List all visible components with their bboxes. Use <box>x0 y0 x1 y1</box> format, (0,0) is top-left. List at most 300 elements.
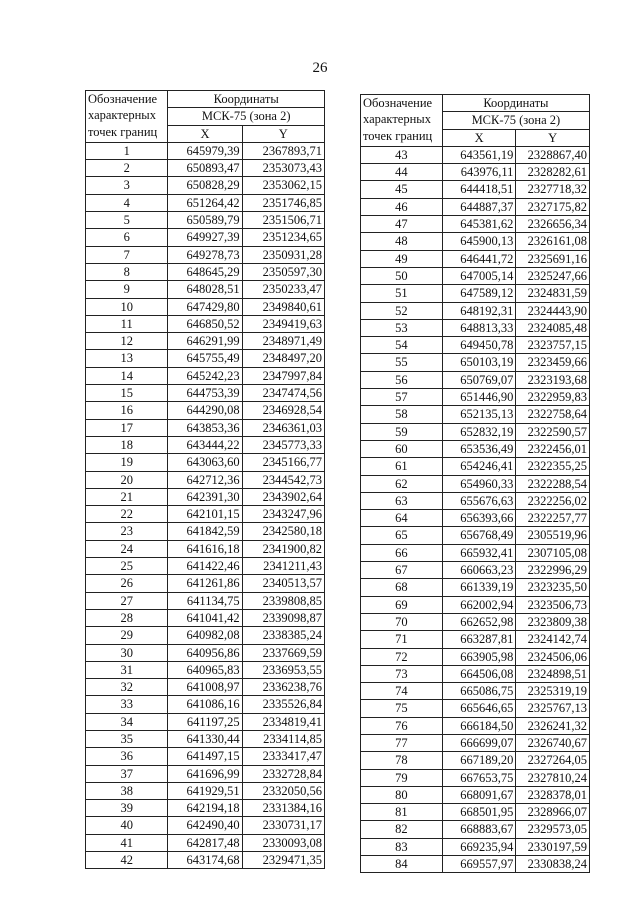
table-row <box>361 717 590 734</box>
x-coordinate-cell: 653536,49 <box>442 440 516 457</box>
x-coordinate-cell: 650893,47 <box>168 160 242 177</box>
y-coordinate-cell: 2337669,59 <box>242 644 324 661</box>
point-number-cell: 8 <box>86 263 168 280</box>
point-number-cell: 53 <box>361 319 443 336</box>
table-row <box>86 713 325 730</box>
table-row <box>361 786 590 803</box>
x-coordinate-cell: 648192,31 <box>442 302 516 319</box>
point-number-cell: 71 <box>361 631 443 648</box>
table-row <box>86 419 325 436</box>
point-number-cell: 35 <box>86 730 168 747</box>
x-coordinate-cell: 666184,50 <box>442 717 516 734</box>
y-coordinate-cell: 2350597,30 <box>242 263 324 280</box>
point-number-cell: 74 <box>361 683 443 700</box>
point-number-cell: 61 <box>361 458 443 475</box>
y-coordinate-cell: 2328282,61 <box>516 164 590 181</box>
table-row <box>361 804 590 821</box>
x-coordinate-cell: 649278,73 <box>168 246 242 263</box>
table-row <box>86 644 325 661</box>
table-row <box>361 267 590 284</box>
table-row <box>86 212 325 229</box>
y-coordinate-cell: 2333417,47 <box>242 748 324 765</box>
x-coordinate-cell: 641929,51 <box>168 782 242 799</box>
y-coordinate-cell: 2322257,77 <box>516 510 590 527</box>
x-coordinate-cell: 646291,99 <box>168 333 242 350</box>
table-row <box>361 700 590 717</box>
table-row <box>86 436 325 453</box>
x-coordinate-cell: 643561,19 <box>442 146 516 163</box>
coordinates-table-right <box>360 94 590 873</box>
x-coordinate-cell: 644887,37 <box>442 198 516 215</box>
y-coordinate-cell: 2341900,82 <box>242 540 324 557</box>
point-number-cell: 62 <box>361 475 443 492</box>
table-row <box>86 402 325 419</box>
y-coordinate-cell: 2327718,32 <box>516 181 590 198</box>
x-coordinate-cell: 667189,20 <box>442 752 516 769</box>
x-coordinate-cell: 667653,75 <box>442 769 516 786</box>
point-number-cell: 72 <box>361 648 443 665</box>
y-coordinate-cell: 2347474,56 <box>242 385 324 402</box>
point-number-cell: 64 <box>361 510 443 527</box>
x-coordinate-cell: 666699,07 <box>442 734 516 751</box>
table-row <box>361 769 590 786</box>
point-number-cell: 12 <box>86 333 168 350</box>
y-coordinate-cell: 2324142,74 <box>516 631 590 648</box>
x-coordinate-cell: 641008,97 <box>168 679 242 696</box>
point-number-cell: 3 <box>86 177 168 194</box>
table-row <box>361 613 590 630</box>
table-row <box>361 821 590 838</box>
point-number-cell: 82 <box>361 821 443 838</box>
y-coordinate-cell: 2353073,43 <box>242 160 324 177</box>
x-coordinate-cell: 648645,29 <box>168 263 242 280</box>
y-coordinate-cell: 2327264,05 <box>516 752 590 769</box>
table-row <box>361 458 590 475</box>
x-coordinate-cell: 642391,30 <box>168 488 242 505</box>
table-row <box>86 782 325 799</box>
point-number-cell: 45 <box>361 181 443 198</box>
x-coordinate-cell: 650769,07 <box>442 371 516 388</box>
table-row <box>361 181 590 198</box>
point-number-cell: 2 <box>86 160 168 177</box>
point-number-cell: 38 <box>86 782 168 799</box>
table-row <box>361 164 590 181</box>
x-coordinate-cell: 641842,59 <box>168 523 242 540</box>
y-coordinate-cell: 2347997,84 <box>242 367 324 384</box>
table-row <box>86 160 325 177</box>
x-coordinate-cell: 656768,49 <box>442 527 516 544</box>
x-column-header: X <box>442 129 516 146</box>
point-number-cell: 36 <box>86 748 168 765</box>
y-coordinate-cell: 2323459,66 <box>516 354 590 371</box>
table-row <box>86 540 325 557</box>
point-label-line: характерных <box>363 112 431 127</box>
table-row <box>86 661 325 678</box>
y-coordinate-cell: 2322256,02 <box>516 492 590 509</box>
x-coordinate-cell: 650828,29 <box>168 177 242 194</box>
x-coordinate-cell: 642101,15 <box>168 506 242 523</box>
x-coordinate-cell: 647589,12 <box>442 285 516 302</box>
table-row <box>361 371 590 388</box>
point-label-line: Обозначение <box>363 96 433 110</box>
table-row <box>86 627 325 644</box>
y-coordinate-cell: 2322590,57 <box>516 423 590 440</box>
y-coordinate-cell: 2322959,83 <box>516 389 590 406</box>
point-number-cell: 9 <box>86 281 168 298</box>
y-coordinate-cell: 2348971,49 <box>242 333 324 350</box>
y-coordinate-cell: 2326740,67 <box>516 734 590 751</box>
x-coordinate-cell: 643174,68 <box>168 852 242 869</box>
x-coordinate-cell: 652135,13 <box>442 406 516 423</box>
y-coordinate-cell: 2346928,54 <box>242 402 324 419</box>
table-row <box>361 665 590 682</box>
table-row <box>361 734 590 751</box>
y-coordinate-cell: 2339808,85 <box>242 592 324 609</box>
point-number-cell: 37 <box>86 765 168 782</box>
x-coordinate-cell: 640965,83 <box>168 661 242 678</box>
point-number-cell: 79 <box>361 769 443 786</box>
y-coordinate-cell: 2350931,28 <box>242 246 324 263</box>
table-row <box>361 250 590 267</box>
table-row <box>86 263 325 280</box>
point-number-cell: 57 <box>361 389 443 406</box>
point-number-cell: 78 <box>361 752 443 769</box>
y-coordinate-cell: 2323506,73 <box>516 596 590 613</box>
point-number-cell: 1 <box>86 142 168 159</box>
y-coordinate-cell: 2305519,96 <box>516 527 590 544</box>
point-number-cell: 58 <box>361 406 443 423</box>
point-number-cell: 29 <box>86 627 168 644</box>
point-number-cell: 18 <box>86 436 168 453</box>
table-row <box>361 233 590 250</box>
x-coordinate-cell: 669235,94 <box>442 838 516 855</box>
x-coordinate-cell: 656393,66 <box>442 510 516 527</box>
x-coordinate-cell: 665932,41 <box>442 544 516 561</box>
table-row <box>86 488 325 505</box>
point-number-cell: 80 <box>361 786 443 803</box>
table-row <box>86 592 325 609</box>
y-coordinate-cell: 2349840,61 <box>242 298 324 315</box>
y-coordinate-cell: 2322996,29 <box>516 562 590 579</box>
point-number-cell: 44 <box>361 164 443 181</box>
y-coordinate-cell: 2326656,34 <box>516 216 590 233</box>
table-row <box>361 216 590 233</box>
table-row <box>361 631 590 648</box>
table-row <box>86 229 325 246</box>
y-coordinate-cell: 2322355,25 <box>516 458 590 475</box>
y-coordinate-cell: 2324898,51 <box>516 665 590 682</box>
x-coordinate-cell: 645900,13 <box>442 233 516 250</box>
x-coordinate-cell: 669557,97 <box>442 856 516 873</box>
x-coordinate-cell: 664506,08 <box>442 665 516 682</box>
left-table-body <box>86 142 325 868</box>
point-number-cell: 10 <box>86 298 168 315</box>
x-coordinate-cell: 644290,08 <box>168 402 242 419</box>
table-row <box>86 852 325 869</box>
x-coordinate-cell: 652832,19 <box>442 423 516 440</box>
x-coordinate-cell: 645242,23 <box>168 367 242 384</box>
x-coordinate-cell: 663905,98 <box>442 648 516 665</box>
y-coordinate-cell: 2336238,76 <box>242 679 324 696</box>
y-column-header: Y <box>242 125 324 142</box>
x-coordinate-cell: 648028,51 <box>168 281 242 298</box>
table-row <box>86 142 325 159</box>
table-row <box>86 350 325 367</box>
point-number-cell: 69 <box>361 596 443 613</box>
x-coordinate-cell: 641497,15 <box>168 748 242 765</box>
y-coordinate-cell: 2332050,56 <box>242 782 324 799</box>
point-number-cell: 60 <box>361 440 443 457</box>
table-row <box>86 748 325 765</box>
table-row <box>86 817 325 834</box>
table-row <box>86 523 325 540</box>
point-number-cell: 66 <box>361 544 443 561</box>
x-coordinate-cell: 643444,22 <box>168 436 242 453</box>
table-row <box>361 856 590 873</box>
table-row <box>86 609 325 626</box>
y-coordinate-cell: 2367893,71 <box>242 142 324 159</box>
table-row <box>361 302 590 319</box>
point-number-cell: 34 <box>86 713 168 730</box>
point-number-cell: 51 <box>361 285 443 302</box>
table-row <box>361 440 590 457</box>
point-number-cell: 59 <box>361 423 443 440</box>
y-coordinate-cell: 2325319,19 <box>516 683 590 700</box>
x-coordinate-cell: 660663,23 <box>442 562 516 579</box>
x-coordinate-cell: 668501,95 <box>442 804 516 821</box>
x-coordinate-cell: 641616,18 <box>168 540 242 557</box>
point-number-cell: 39 <box>86 800 168 817</box>
y-coordinate-cell: 2324506,06 <box>516 648 590 665</box>
point-number-cell: 25 <box>86 558 168 575</box>
point-number-cell: 31 <box>86 661 168 678</box>
y-coordinate-cell: 2323235,50 <box>516 579 590 596</box>
point-number-cell: 26 <box>86 575 168 592</box>
x-coordinate-cell: 665646,65 <box>442 700 516 717</box>
point-number-cell: 46 <box>361 198 443 215</box>
y-coordinate-cell: 2340513,57 <box>242 575 324 592</box>
point-number-cell: 54 <box>361 337 443 354</box>
y-coordinate-cell: 2336953,55 <box>242 661 324 678</box>
x-coordinate-cell: 641330,44 <box>168 730 242 747</box>
point-label-line: точек границ <box>88 124 158 139</box>
x-coordinate-cell: 645755,49 <box>168 350 242 367</box>
table-row <box>361 146 590 163</box>
table-row <box>86 333 325 350</box>
x-coordinate-cell: 641134,75 <box>168 592 242 609</box>
table-row <box>86 454 325 471</box>
y-coordinate-cell: 2322288,54 <box>516 475 590 492</box>
point-number-cell: 33 <box>86 696 168 713</box>
table-row <box>86 575 325 592</box>
point-number-cell: 23 <box>86 523 168 540</box>
coords-label-header: Координаты <box>168 91 325 108</box>
x-coordinate-cell: 642490,40 <box>168 817 242 834</box>
point-number-cell: 81 <box>361 804 443 821</box>
x-coordinate-cell: 643976,11 <box>442 164 516 181</box>
table-row <box>361 752 590 769</box>
y-coordinate-cell: 2330093,08 <box>242 834 324 851</box>
y-coordinate-cell: 2343247,96 <box>242 506 324 523</box>
coordinates-table-left <box>85 90 325 869</box>
point-label-line: характерных <box>88 108 156 123</box>
table-row <box>361 683 590 700</box>
point-number-cell: 65 <box>361 527 443 544</box>
x-coordinate-cell: 642712,36 <box>168 471 242 488</box>
table-row <box>361 285 590 302</box>
x-coordinate-cell: 641197,25 <box>168 713 242 730</box>
table-row <box>361 579 590 596</box>
point-number-cell: 32 <box>86 679 168 696</box>
point-number-cell: 4 <box>86 194 168 211</box>
x-coordinate-cell: 668091,67 <box>442 786 516 803</box>
y-coordinate-cell: 2323193,68 <box>516 371 590 388</box>
x-coordinate-cell: 649927,39 <box>168 229 242 246</box>
point-number-cell: 84 <box>361 856 443 873</box>
point-number-cell: 14 <box>86 367 168 384</box>
coord-system-header: МСК-75 (зона 2) <box>168 108 325 125</box>
point-label-line: точек границ <box>363 128 433 143</box>
x-coordinate-cell: 654960,33 <box>442 475 516 492</box>
table-row <box>361 337 590 354</box>
y-coordinate-cell: 2325767,13 <box>516 700 590 717</box>
x-coordinate-cell: 643853,36 <box>168 419 242 436</box>
point-number-cell: 40 <box>86 817 168 834</box>
x-coordinate-cell: 646850,52 <box>168 315 242 332</box>
table-row <box>86 834 325 851</box>
y-coordinate-cell: 2335526,84 <box>242 696 324 713</box>
table-row <box>86 471 325 488</box>
y-coordinate-cell: 2322758,64 <box>516 406 590 423</box>
table-row <box>361 510 590 527</box>
point-number-cell: 77 <box>361 734 443 751</box>
x-coordinate-cell: 650589,79 <box>168 212 242 229</box>
x-coordinate-cell: 641086,16 <box>168 696 242 713</box>
y-coordinate-cell: 2324443,90 <box>516 302 590 319</box>
x-coordinate-cell: 641261,86 <box>168 575 242 592</box>
y-coordinate-cell: 2349419,63 <box>242 315 324 332</box>
y-coordinate-cell: 2334114,85 <box>242 730 324 747</box>
y-coordinate-cell: 2328867,40 <box>516 146 590 163</box>
y-coordinate-cell: 2344542,73 <box>242 471 324 488</box>
table-row <box>361 838 590 855</box>
point-number-cell: 17 <box>86 419 168 436</box>
x-coordinate-cell: 646441,72 <box>442 250 516 267</box>
table-row <box>86 281 325 298</box>
x-coordinate-cell: 662002,94 <box>442 596 516 613</box>
table-row <box>86 315 325 332</box>
point-number-cell: 50 <box>361 267 443 284</box>
y-coordinate-cell: 2327175,82 <box>516 198 590 215</box>
y-coordinate-cell: 2330731,17 <box>242 817 324 834</box>
point-number-cell: 48 <box>361 233 443 250</box>
y-coordinate-cell: 2346361,03 <box>242 419 324 436</box>
point-number-cell: 49 <box>361 250 443 267</box>
x-coordinate-cell: 645979,39 <box>168 142 242 159</box>
x-coordinate-cell: 668883,67 <box>442 821 516 838</box>
table-row <box>86 298 325 315</box>
x-coordinate-cell: 644753,39 <box>168 385 242 402</box>
table-row <box>86 730 325 747</box>
point-number-cell: 22 <box>86 506 168 523</box>
x-coordinate-cell: 641696,99 <box>168 765 242 782</box>
y-coordinate-cell: 2328378,01 <box>516 786 590 803</box>
y-coordinate-cell: 2326161,08 <box>516 233 590 250</box>
y-coordinate-cell: 2345773,33 <box>242 436 324 453</box>
y-coordinate-cell: 2322456,01 <box>516 440 590 457</box>
point-number-cell: 68 <box>361 579 443 596</box>
point-number-cell: 76 <box>361 717 443 734</box>
table-row <box>86 558 325 575</box>
y-coordinate-cell: 2325247,66 <box>516 267 590 284</box>
table-row <box>86 696 325 713</box>
x-coordinate-cell: 640982,08 <box>168 627 242 644</box>
point-number-cell: 56 <box>361 371 443 388</box>
table-row <box>86 506 325 523</box>
table-row <box>361 354 590 371</box>
table-row <box>361 492 590 509</box>
point-number-cell: 52 <box>361 302 443 319</box>
x-coordinate-cell: 640956,86 <box>168 644 242 661</box>
point-number-cell: 42 <box>86 852 168 869</box>
y-coordinate-cell: 2339098,87 <box>242 609 324 626</box>
table-row <box>86 367 325 384</box>
point-number-cell: 27 <box>86 592 168 609</box>
point-number-cell: 75 <box>361 700 443 717</box>
y-coordinate-cell: 2341211,43 <box>242 558 324 575</box>
y-coordinate-cell: 2343902,64 <box>242 488 324 505</box>
y-coordinate-cell: 2338385,24 <box>242 627 324 644</box>
y-coordinate-cell: 2348497,20 <box>242 350 324 367</box>
y-coordinate-cell: 2328966,07 <box>516 804 590 821</box>
x-coordinate-cell: 642817,48 <box>168 834 242 851</box>
y-coordinate-cell: 2353062,15 <box>242 177 324 194</box>
point-number-cell: 55 <box>361 354 443 371</box>
table-row <box>86 800 325 817</box>
point-label-header <box>361 95 443 147</box>
point-number-cell: 28 <box>86 609 168 626</box>
point-number-cell: 7 <box>86 246 168 263</box>
x-coordinate-cell: 651264,42 <box>168 194 242 211</box>
point-label-header <box>86 91 168 143</box>
y-coordinate-cell: 2351746,85 <box>242 194 324 211</box>
x-coordinate-cell: 645381,62 <box>442 216 516 233</box>
y-coordinate-cell: 2345166,77 <box>242 454 324 471</box>
x-coordinate-cell: 649450,78 <box>442 337 516 354</box>
point-number-cell: 21 <box>86 488 168 505</box>
y-coordinate-cell: 2331384,16 <box>242 800 324 817</box>
table-row <box>361 198 590 215</box>
table-row <box>86 765 325 782</box>
table-row <box>361 389 590 406</box>
table-row <box>361 562 590 579</box>
y-coordinate-cell: 2330197,59 <box>516 838 590 855</box>
table-row <box>361 406 590 423</box>
point-number-cell: 67 <box>361 562 443 579</box>
coords-label-header: Координаты <box>442 95 589 112</box>
y-coordinate-cell: 2351506,71 <box>242 212 324 229</box>
x-coordinate-cell: 642194,18 <box>168 800 242 817</box>
point-number-cell: 63 <box>361 492 443 509</box>
x-column-header: X <box>168 125 242 142</box>
y-coordinate-cell: 2329471,35 <box>242 852 324 869</box>
y-coordinate-cell: 2332728,84 <box>242 765 324 782</box>
point-number-cell: 41 <box>86 834 168 851</box>
point-number-cell: 47 <box>361 216 443 233</box>
table-row <box>86 246 325 263</box>
x-coordinate-cell: 663287,81 <box>442 631 516 648</box>
x-coordinate-cell: 650103,19 <box>442 354 516 371</box>
